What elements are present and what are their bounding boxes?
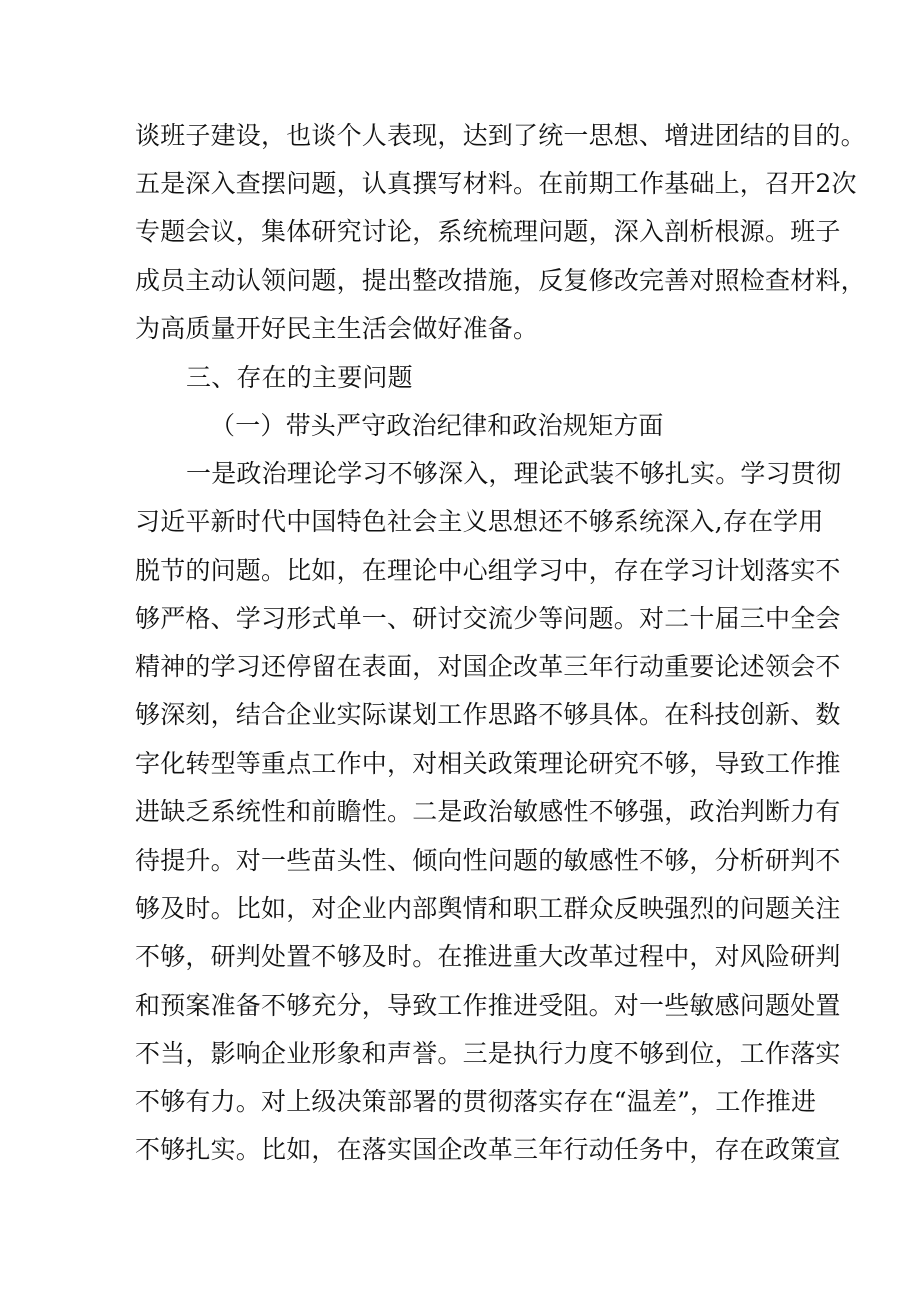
text-line: 不够，研判处置不够及时。在推进重大改革过程中，对风险研判 — [135, 942, 841, 971]
text-line: 够严格、学习形式单一、研讨交流少等问题。对二十届三中全会 — [135, 604, 841, 633]
section-heading: 三、存在的主要问题 — [186, 363, 413, 392]
subsection-heading: （一）带头严守政治纪律和政治规矩方面 — [210, 411, 664, 440]
text-line: 不够扎实。比如，在落实国企改革三年行动任务中，存在政策宣 — [135, 1135, 841, 1164]
text-line: 谈班子建设，也谈个人表现，达到了统一思想、增进团结的目的。 — [135, 121, 866, 150]
text-line: 脱节的问题。比如，在理论中心组学习中，存在学习计划落实不 — [135, 556, 841, 585]
text-line: 和预案准备不够充分，导致工作推进受阻。对一些敏感问题处置 — [135, 991, 841, 1020]
text-line: 字化转型等重点工作中，对相关政策理论研究不够，导致工作推 — [135, 749, 841, 778]
text-line: 进缺乏系统性和前瞻性。二是政治敏感性不够强，政治判断力有 — [135, 797, 841, 826]
text-line: 习近平新时代中国特色社会主义思想还不够系统深入,存在学用 — [135, 507, 824, 536]
text-line: 不当，影响企业形象和声誉。三是执行力度不够到位，工作落实 — [135, 1039, 841, 1068]
text-line: 五是深入查摆问题，认真撰写材料。在前期工作基础上，召开2次 — [135, 169, 857, 198]
text-line: 为高质量开好民主生活会做好准备。 — [135, 314, 539, 343]
text-line: 一是政治理论学习不够深入，理论武装不够扎实。学习贯彻 — [186, 459, 842, 488]
text-line: 成员主动认领问题，提出整改措施，反复修改完善对照检查材料， — [135, 266, 866, 295]
text-line: 不够有力。对上级决策部署的贯彻落实存在“温差”，工作推进 — [135, 1087, 817, 1116]
text-line: 专题会议，集体研究讨论，系统梳理问题，深入剖析根源。班子 — [135, 217, 841, 246]
text-line: 精神的学习还停留在表面，对国企改革三年行动重要论述领会不 — [135, 652, 841, 681]
text-line: 够及时。比如，对企业内部舆情和职工群众反映强烈的问题关注 — [135, 894, 841, 923]
text-line: 够深刻，结合企业实际谋划工作思路不够具体。在科技创新、数 — [135, 700, 841, 729]
text-line: 待提升。对一些苗头性、倾向性问题的敏感性不够，分析研判不 — [135, 846, 841, 875]
